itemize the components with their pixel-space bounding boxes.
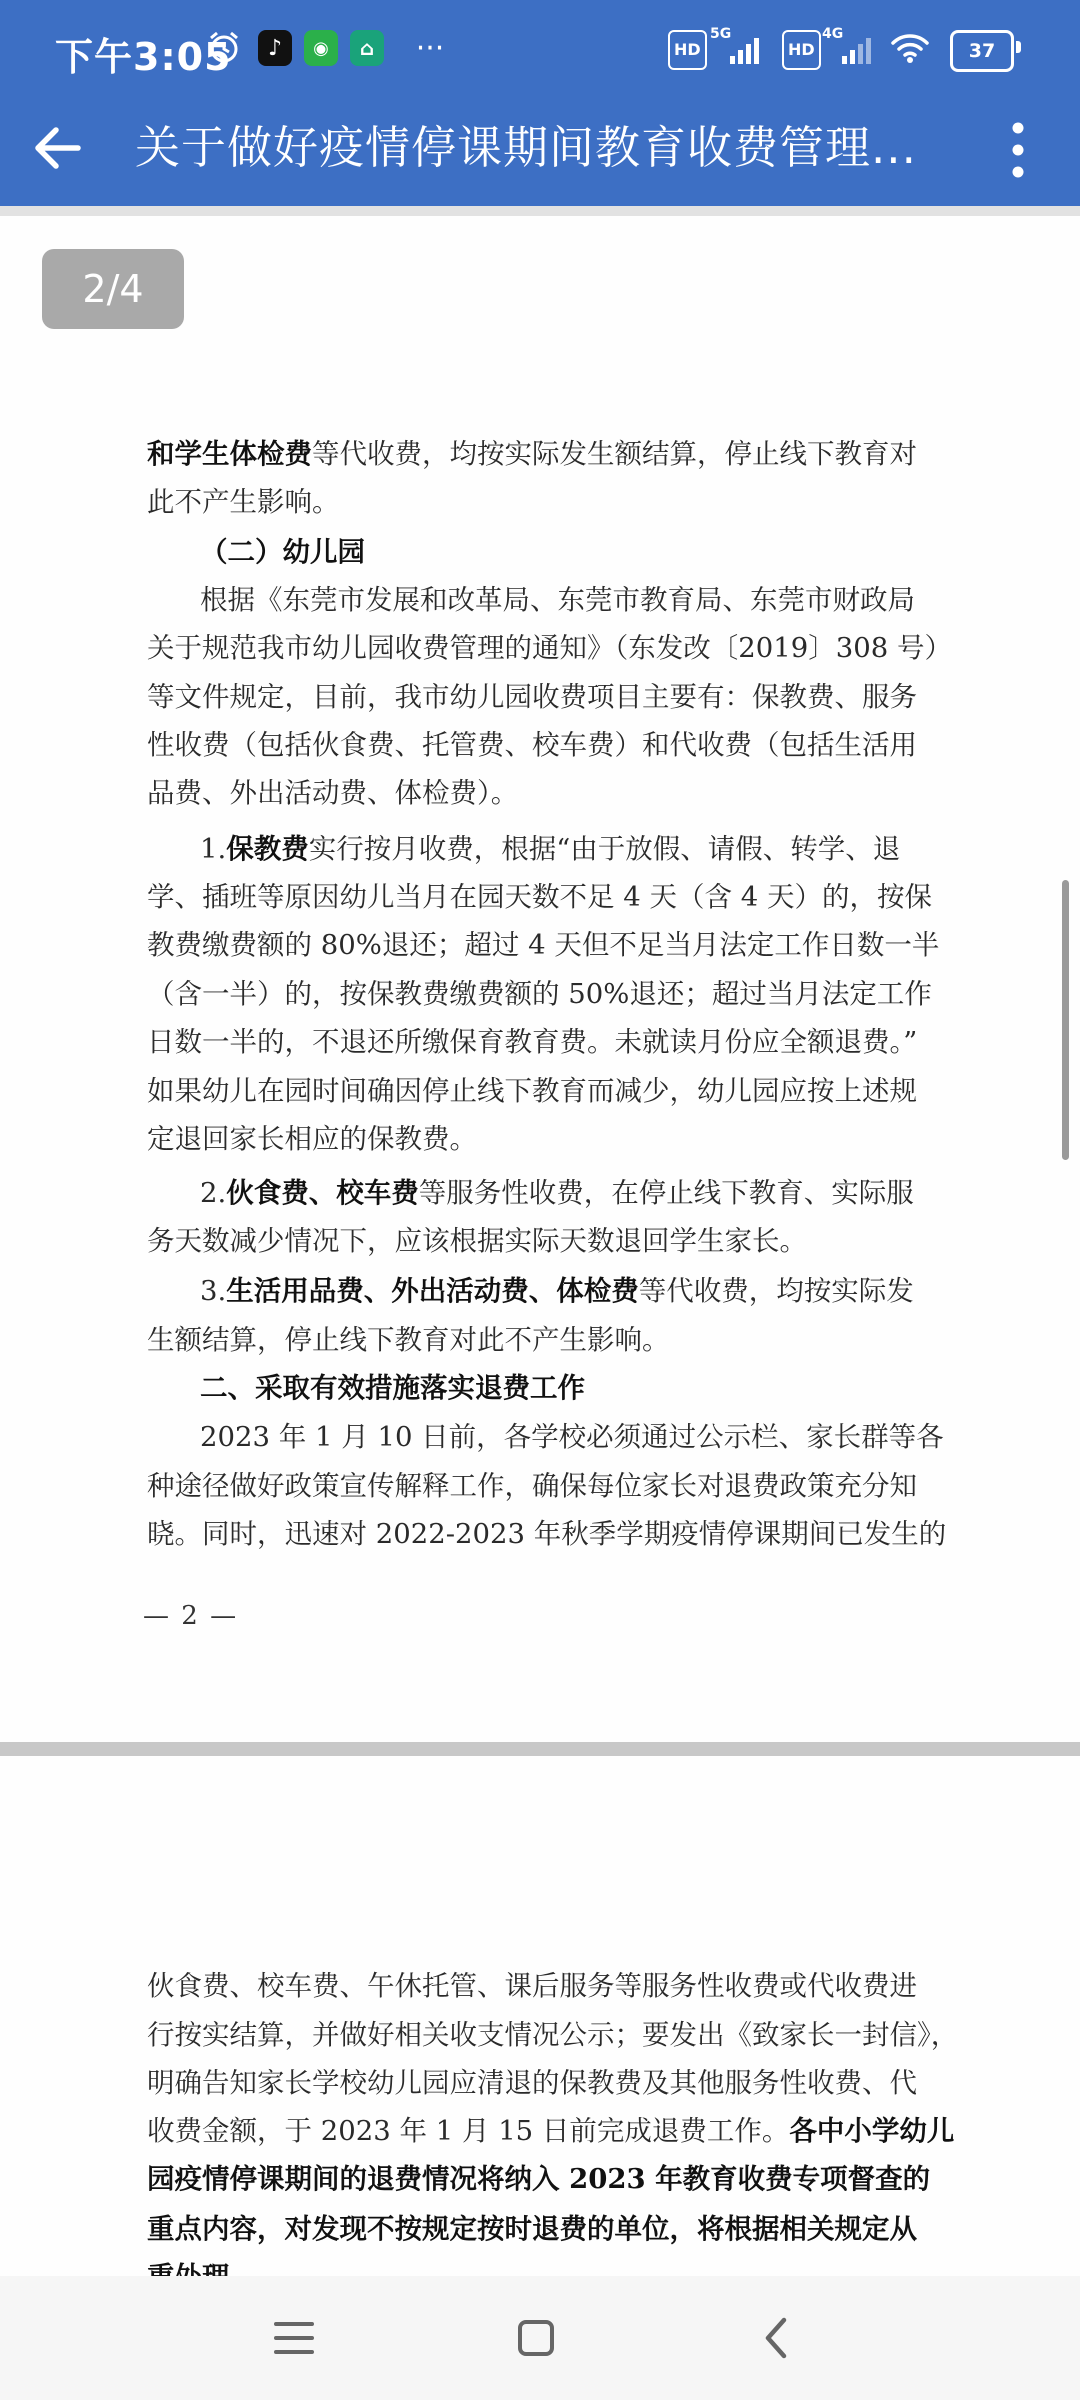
doc-text: 种途径做好政策宣传解释工作，确保每位家长对退费政策充分知 <box>147 1470 917 1502</box>
doc-line <box>200 1173 1006 1213</box>
wechat-icon: ◉ <box>304 30 338 66</box>
hd-icon: HD <box>782 30 821 70</box>
doc-text-bold: 园疫情停课期间的退费情况将纳入 2023 年教育收费专项督查的 <box>147 2163 931 2195</box>
doc-text: 此不产生影响。 <box>147 486 340 518</box>
doc-line <box>200 1368 1006 1408</box>
doc-text: 根据《东莞市发展和改革局、东莞市教育局、东莞市财政局 <box>200 584 915 616</box>
doc-text: 等代收费，均按实际发 <box>638 1275 914 1307</box>
scrollbar[interactable] <box>1062 880 1069 1160</box>
battery-icon: 37 <box>950 30 1014 72</box>
doc-text: 定退回家长相应的保教费。 <box>147 1123 477 1155</box>
home-app-icon: ⌂ <box>350 30 384 66</box>
doc-text-bold: 伙食费、校车费 <box>226 1177 419 1209</box>
doc-line <box>147 1221 953 1261</box>
more-dots-icon: ··· <box>415 30 445 66</box>
doc-text: 生额结算，停止线下教育对此不产生影响。 <box>147 1324 670 1356</box>
arrow-left-icon[interactable] <box>26 116 90 180</box>
doc-line <box>147 1466 953 1506</box>
doc-text: 等文件规定，目前，我市幼儿园收费项目主要有：保教费、服务 <box>147 681 917 713</box>
doc-text: 收费金额，于 2023 年 1 月 15 日前完成退费工作。 <box>147 2115 790 2147</box>
doc-line <box>147 925 953 965</box>
doc-text: 等代收费，均按实际发生额结算，停止线下教育对 <box>312 438 917 470</box>
doc-line <box>200 580 1006 620</box>
doc-line <box>147 1119 953 1159</box>
doc-text: 教费缴费额的 80%退还；超过 4 天但不足当月法定工作日数一半 <box>147 929 940 961</box>
doc-text: 明确告知家长学校幼儿园应清退的保教费及其他服务性收费、代 <box>147 2067 917 2099</box>
doc-line <box>200 829 1006 869</box>
more-vertical-icon[interactable] <box>1000 114 1036 186</box>
doc-text: 关于规范我市幼儿园收费管理的通知》（东发改〔2019〕308 号） <box>147 632 952 664</box>
doc-text-bold: 和学生体检费 <box>147 438 312 470</box>
doc-line <box>147 773 953 813</box>
page-indicator: 2/4 <box>42 249 184 329</box>
doc-line <box>147 1071 953 1111</box>
page-number: — 2 — <box>143 1601 239 1631</box>
home-square-icon[interactable] <box>504 2306 568 2370</box>
app-bar <box>0 96 1080 206</box>
menu-lines-icon[interactable] <box>262 2306 326 2370</box>
doc-text: 实行按月收费，根据“由于放假、请假、转学、退 <box>308 833 901 865</box>
doc-line <box>200 1417 1006 1457</box>
doc-text: （含一半）的，按保教费缴费额的 50%退还；超过当月法定工作 <box>147 978 932 1010</box>
doc-line <box>147 677 953 717</box>
hd-icon: HD <box>668 30 707 70</box>
doc-line <box>147 877 953 917</box>
page-separator <box>0 206 1080 216</box>
page-separator <box>0 1742 1080 1756</box>
doc-text-bold: 保教费 <box>226 833 309 865</box>
doc-line <box>147 1514 953 1554</box>
doc-text: 伙食费、校车费、午休托管、课后服务等服务性收费或代收费进 <box>147 1970 917 2002</box>
doc-text-bold: 生活用品费、外出活动费、体检费 <box>226 1275 639 1307</box>
doc-line <box>147 974 953 1014</box>
doc-line <box>147 2111 953 2151</box>
doc-line <box>147 1966 953 2006</box>
4g-signal-icon: 4G <box>822 30 884 66</box>
battery-tip <box>1016 41 1021 53</box>
back-chevron-icon[interactable] <box>746 2306 810 2370</box>
doc-line <box>147 2209 953 2249</box>
doc-text: 日数一半的，不退还所缴保育教育费。未就读月份应全额退费。” <box>147 1026 918 1058</box>
doc-line <box>147 725 953 765</box>
doc-line <box>147 2159 953 2199</box>
doc-text-bold: 各中小学幼儿 <box>789 2115 955 2147</box>
doc-line <box>200 532 1006 572</box>
doc-line <box>147 2063 953 2103</box>
status-bar <box>0 0 1080 96</box>
5g-signal-icon: 5G <box>710 30 772 66</box>
status-time: 下午3:05 <box>55 35 232 79</box>
doc-line <box>147 434 953 474</box>
doc-text: 如果幼儿在园时间确因停止线下教育而减少，幼儿园应按上述规 <box>147 1075 917 1107</box>
doc-line <box>147 482 953 522</box>
doc-line <box>147 1022 953 1062</box>
tiktok-icon: ♪ <box>258 30 292 66</box>
wifi-icon <box>890 30 930 66</box>
doc-text-bold: 重点内容，对发现不按规定按时退费的单位，将根据相关规定从 <box>147 2213 917 2245</box>
doc-text: 3. <box>200 1275 227 1307</box>
doc-text: 晓。同时，迅速对 2022-2023 年秋季学期疫情停课期间已发生的 <box>147 1518 947 1550</box>
doc-text: 1. <box>200 833 227 865</box>
doc-line <box>147 628 953 668</box>
doc-text: 2023 年 1 月 10 日前，各学校必须通过公示栏、家长群等各 <box>200 1421 944 1453</box>
doc-text: 务天数减少情况下，应该根据实际天数退回学生家长。 <box>147 1225 807 1257</box>
doc-text-bold: 二、采取有效措施落实退费工作 <box>200 1372 585 1404</box>
doc-line <box>147 2015 959 2055</box>
alarm-icon <box>205 30 243 66</box>
doc-text: 等服务性收费，在停止线下教育、实际服 <box>418 1177 914 1209</box>
doc-text: 性收费（包括伙食费、托管费、校车费）和代收费（包括生活用 <box>147 729 917 761</box>
navigation-bar <box>0 2276 1080 2400</box>
doc-text: 行按实结算，并做好相关收支情况公示；要发出《致家长一封信》， <box>147 2019 959 2051</box>
doc-text: 品费、外出活动费、体检费）。 <box>147 777 519 809</box>
page-title: 关于做好疫情停课期间教育收费管理... <box>135 121 917 174</box>
header <box>0 0 1080 206</box>
doc-text-bold: （二）幼儿园 <box>200 536 365 568</box>
doc-text: 2. <box>200 1177 227 1209</box>
doc-line <box>147 1320 953 1360</box>
doc-line <box>200 1271 1006 1311</box>
doc-text: 学、插班等原因幼儿当月在园天数不足 4 天（含 4 天）的，按保 <box>147 881 932 913</box>
